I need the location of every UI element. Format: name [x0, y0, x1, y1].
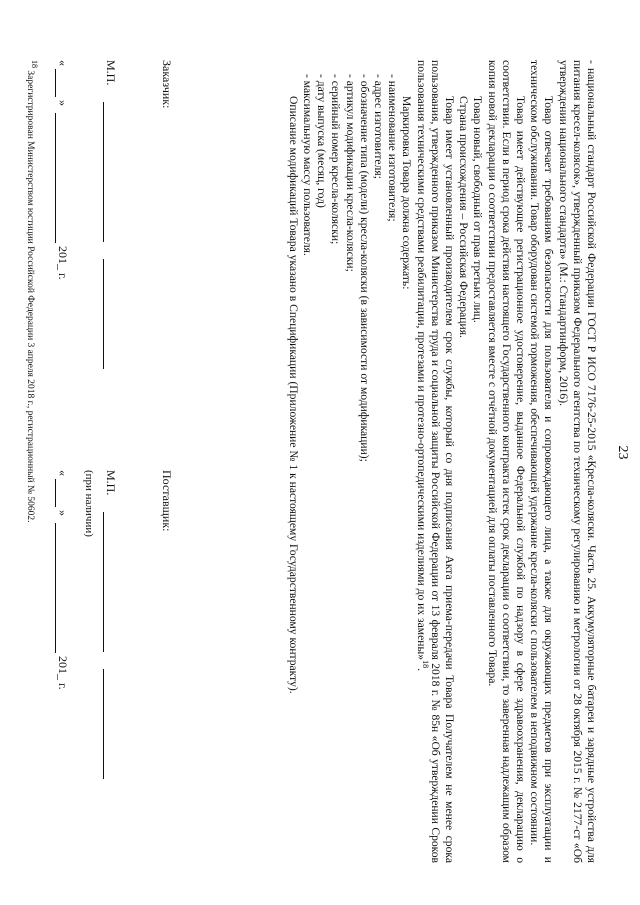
paragraph-modifications: Описание модификаций Товара указано в Спецификации (Приложение № 1 к настоящему Государственному контракту). — [286, 96, 300, 694]
marking-list — [300, 60, 399, 863]
paragraph-safety: Товар отвечает требованиям безопасности для пользователя и сопровождающего лица, а также для окружающих предметов при эксплуатации и техническом обслуживании. Товар оборудован системой торможения, обеспечивающей удержание кресла-коляски с пользователем в неподвижном состоянии. — [528, 60, 556, 863]
paragraph-origin: Страна происхождения – Российская Федерация. — [457, 96, 471, 338]
footnote-reference: 18 — [420, 660, 430, 669]
customer-signature-line — [103, 102, 105, 242]
day-line — [55, 69, 57, 97]
footnote-text: Зарегистрирован Министерством юстиции Российской Федерации 3 апреля 2018 г., регистрационный № 50602. — [25, 70, 35, 523]
list-item: - серийный номер кресла-коляски; — [329, 74, 343, 245]
list-item: - дату выпуска (месяц, год) — [315, 74, 329, 208]
supplier-name-line — [103, 669, 105, 779]
supplier-date — [55, 470, 70, 690]
paragraph-gost: - национальный стандарт Российской Федерации ГОСТ Р ИСО 7176-25-2015 «Кресла-коляски. Часть 25. Аккумуляторные батареи и зарядные устройства для питания кресел-колясок», утвержденный приказом Федерального агентства по техническому регулированию и метрологии от 28 октября 2015 г. № 2177-ст «Об утверждении национального стандарта» (М.: Стандартинформ, 2016). — [556, 60, 598, 863]
customer-signature-block — [103, 60, 118, 369]
month-line — [55, 523, 57, 653]
footnote-number: 18 — [30, 60, 40, 68]
paragraph-registration: Товар имеет действующее регистрационное удостоверение, выданное Федеральной службой по надзору в сфере здравоохранения, декларацию о соответствии. Если в период срока действия настоящего Государственного контракта истек срок декларации о соответствии, то заверенная надлежащим образом копия новой декларации о соответствии предоставляется вместе с отчётной документацией для оплаты поставленного Товара. — [485, 60, 527, 863]
contract-body — [286, 60, 598, 863]
list-item: - максимальную массу пользователя. — [300, 74, 314, 256]
customer-stamp-mark: М.П. — [104, 60, 118, 86]
supplier-signature-line — [103, 512, 105, 652]
supplier-label: Поставщик: — [160, 470, 174, 532]
service-life-text: Товар имеет установленный производителем срок службы, который со дня подписания Акта приема-передачи Товара Получателем не менее срока пользования, утвержденного приказом Министерства труда и социальной защиты Российской Федерации от 13 февраля 2018 г. № 85н «Об утверждении Сроков пользования техническими средствами реабилитации, протезами и протезно-ортопедическими изделиями до их замены» — [414, 60, 456, 863]
date-open-quote: « — [56, 470, 70, 476]
list-item: - наименование изготовителя; — [386, 74, 400, 222]
customer-date — [55, 60, 70, 280]
list-item: - артикул модификации кресла-коляски; — [343, 74, 357, 272]
date-close-quote: » — [56, 510, 70, 516]
customer-name-line — [103, 259, 105, 369]
list-item: - адрес изготовителя; — [371, 74, 385, 179]
supplier-signature-block — [103, 470, 118, 779]
date-close-quote: » — [56, 100, 70, 106]
paragraph-service-life: Товар имеет установленный производителем срок службы, который со дня подписания Акта приема-передачи Товара Получателем не менее срока пользования, утвержденного приказом Министерства труда и социальной защиты Российской Федерации от 13 февраля 2018 г. № 85н «Об утверждении Сроков пользования техническими средствами реабилитации, протезами и протезно-ортопедическими изделиями до их замены»$^{18}$. — [414, 60, 456, 863]
date-open-quote: « — [56, 60, 70, 66]
year-text: 201_ г. — [56, 656, 70, 690]
year-text: 201_ г. — [56, 246, 70, 280]
page-number: 23 — [615, 445, 630, 460]
month-line — [55, 113, 57, 243]
paragraph-marking-intro: Маркировка Товара должна содержать: — [400, 96, 414, 290]
supplier-stamp-note: (при наличии) — [83, 470, 95, 537]
footnote — [24, 60, 40, 863]
paragraph-new-goods: Товар новый, свободный от прав третьих лиц. — [471, 96, 485, 323]
day-line — [55, 479, 57, 507]
supplier-stamp-mark: М.П. — [104, 470, 118, 496]
customer-label: Заказчик: — [160, 60, 174, 109]
list-item: - обозначение типа (модели) кресла-коляски (в зависимости от модификации); — [357, 74, 371, 462]
